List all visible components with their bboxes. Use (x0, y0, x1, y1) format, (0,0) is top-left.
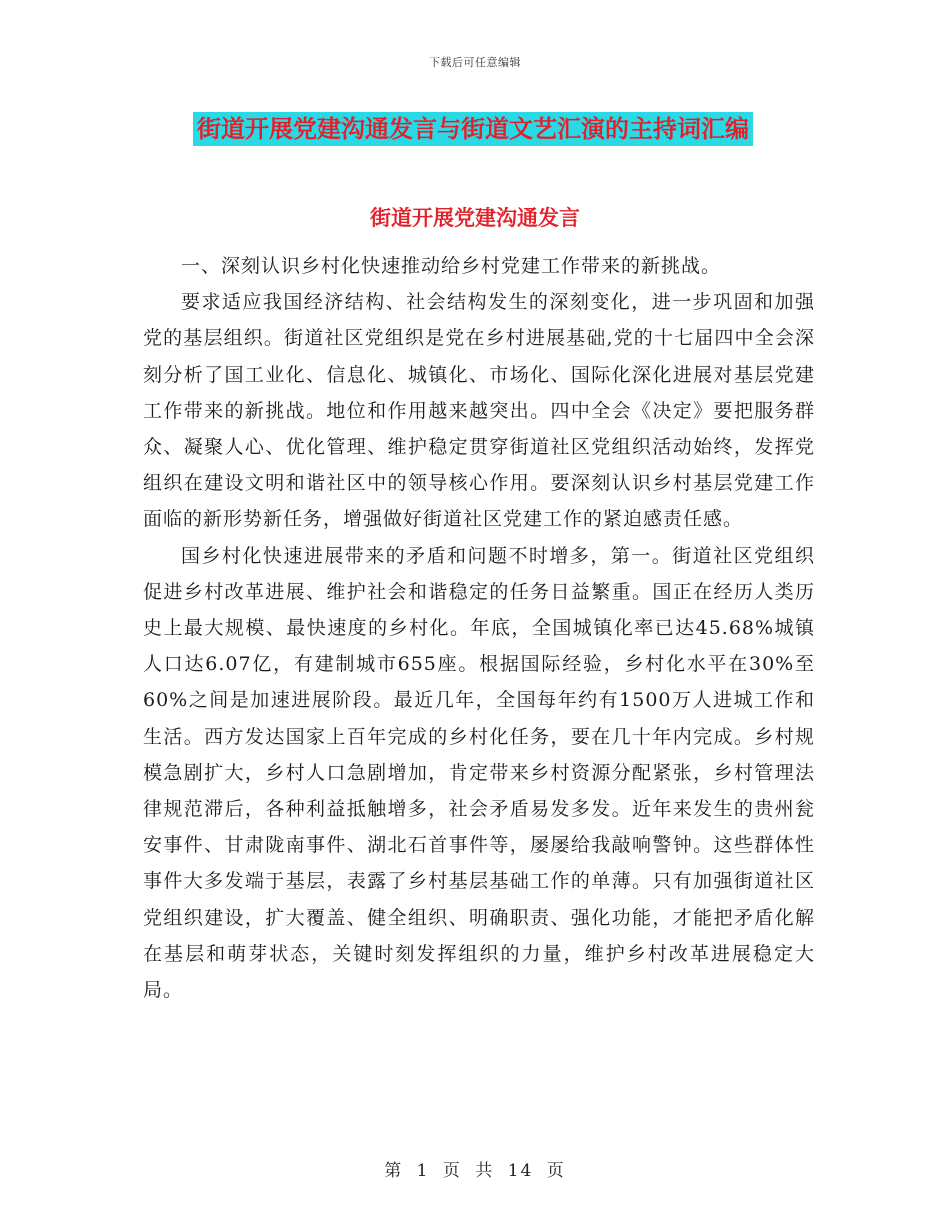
paragraph: 要求适应我国经济结构、社会结构发生的深刻变化，进一步巩固和加强党的基层组织。街道社区党组织是党在乡村进展基础,党的十七届四中全会深刻分析了国工业化、信息化、城镇化、市场化、国际化深化进展对基层党建工作带来的新挑战。地位和作用越来越突出。四中全会《决定》要把服务群众、凝聚人心、优化管理、维护稳定贯穿街道社区党组织活动始终，发挥党组织在建设文明和谐社区中的领导核心作用。要深刻认识乡村基层党建工作面临的新形势新任务，增强做好街道社区党建工作的紧迫感责任感。 (143, 291, 815, 531)
header-note: 下载后可任意编辑 (429, 56, 521, 69)
page-footer: 第 1 页 共 14 页 (384, 1161, 566, 1181)
document-title: 街道开展党建沟通发言与街道文艺汇演的主持词汇编 (193, 112, 753, 146)
document-body (143, 248, 815, 1008)
paragraph: 国乡村化快速进展带来的矛盾和问题不时增多，第一。街道社区党组织促进乡村改革进展、维护社会和谐稳定的任务日益繁重。国正在经历人类历史上最大规模、最快速度的乡村化。年底，全国城镇化率已达45.68%城镇人口达6.07亿，有建制城市655座。根据国际经验，乡村化水平在30%至60%之间是加速进展阶段。最近几年，全国每年约有1500万人进城工作和生活。西方发达国家上百年完成的乡村化任务，要在几十年内完成。乡村规模急剧扩大，乡村人口急剧增加，肯定带来乡村资源分配紧张，乡村管理法律规范滞后，各种利益抵触增多，社会矛盾易发多发。近年来发生的贵州瓮安事件、甘肃陇南事件、湖北石首事件等，屡屡给我敲响警钟。这些群体性事件大多发端于基层，表露了乡村基层基础工作的单薄。只有加强街道社区党组织建设，扩大覆盖、健全组织、明确职责、强化功能，才能把矛盾化解在基层和萌芽状态，关键时刻发挥组织的力量，维护乡村改革进展稳定大局。 (143, 544, 815, 1002)
paragraph-heading: 一、深刻认识乡村化快速推动给乡村党建工作带来的新挑战。 (181, 255, 722, 277)
section-title: 街道开展党建沟通发言 (370, 206, 580, 230)
